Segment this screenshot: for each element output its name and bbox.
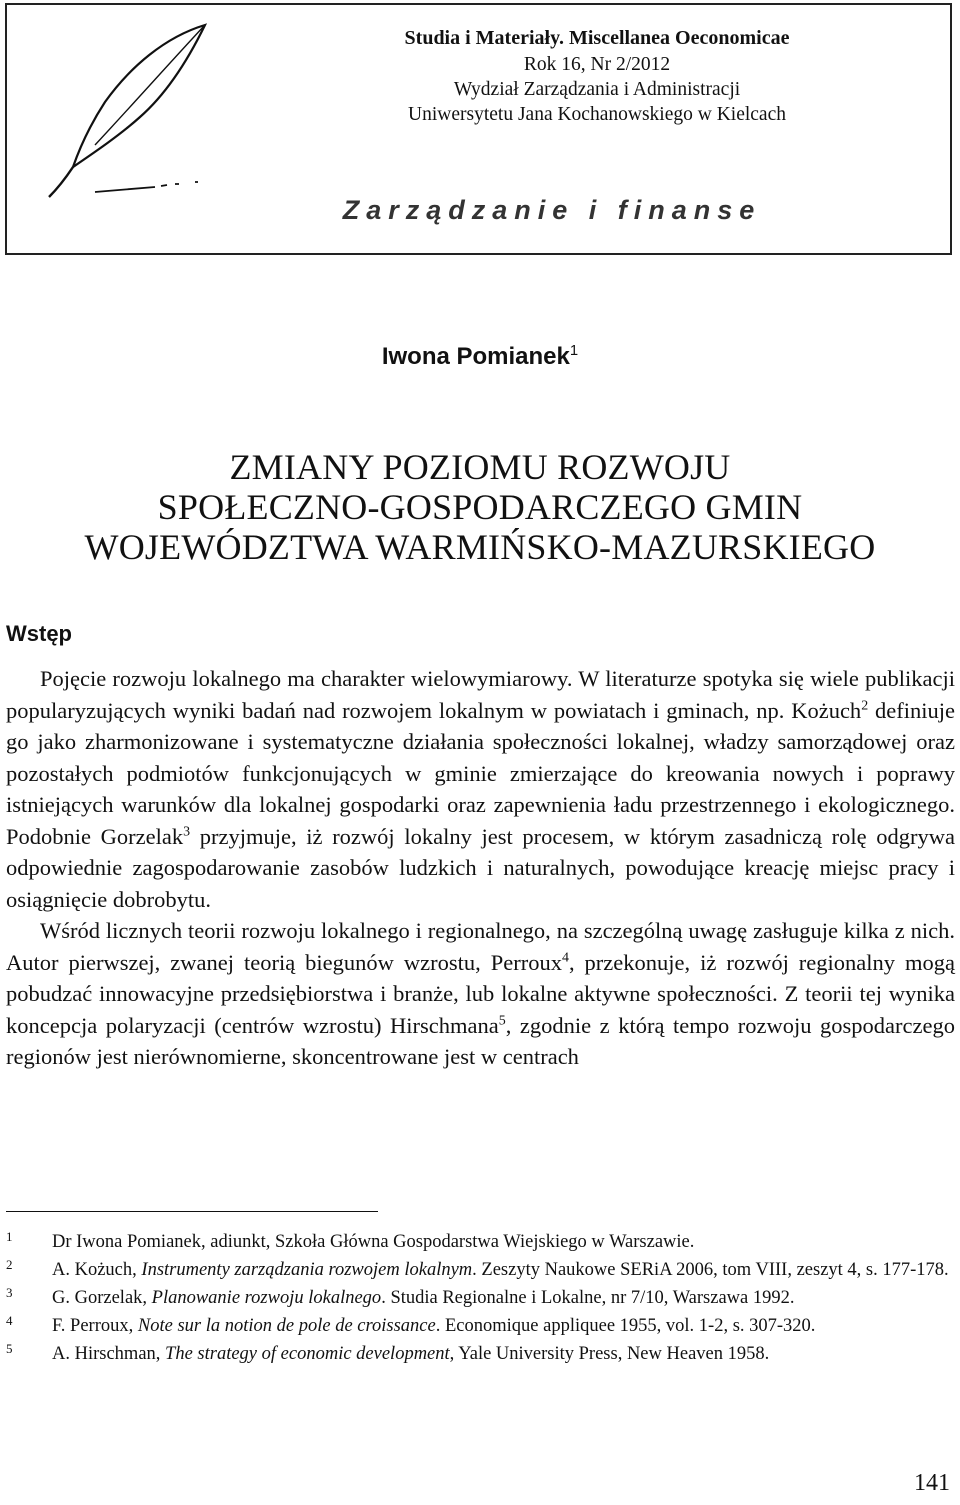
footnote-number: 2	[6, 1257, 13, 1272]
title-line: WOJEWÓDZTWA WARMIŃSKO-MAZURSKIEGO	[84, 527, 876, 567]
journal-name: Studia i Materiały. Miscellanea Oeconomicae	[404, 27, 790, 49]
paragraph-text: , przekonuje, iż rozwój regionalny mogą pobudzać innowacyjne przedsiębiorstwa i branże, lub lokalne aktywne społeczności. Z teorii tej wynika koncepcja polaryzacji (centrów wzrostu) Hirschmana	[6, 949, 955, 1038]
author-name-text: Iwona Pomianek	[381, 343, 570, 370]
footnote-text: . Economique appliquee 1955, vol. 1-2, s. 307-320.	[435, 1316, 816, 1336]
footnote	[6, 1340, 956, 1368]
university-name: Uniwersytetu Jana Kochanowskiego w Kielcach	[408, 104, 786, 125]
footnote-ref: 5	[498, 1013, 506, 1028]
footnote-ref: 2	[861, 698, 869, 713]
paragraph-text: definiuje go jako zharmonizowane i systematyczne działania społeczności lokalnej, władzy samorządowej oraz pozostałych podmiotów funkcjonujących w gminie zmierzające do kreowania nowych i poprawy istniejących warunków dla lokalnej gospodarki oraz zapewnienia ładu przestrzennego i ekologicznego. Podobnie Gorzelak	[6, 697, 955, 849]
paragraph-text: Wśród licznych teorii rozwoju lokalnego i regionalnego, na szczególną uwagę zasługuje kilka z nich. Autor pierwszej, zwanej teorią biegunów wzrostu, Perroux	[6, 918, 955, 975]
footnote-text: Dr Iwona Pomianek, adiunkt, Szkoła Główna Gospodarstwa Wiejskiego w Warszawie.	[52, 1232, 695, 1252]
author-footnote-ref: 1	[569, 343, 579, 359]
journal-header-box	[5, 3, 952, 255]
journal-topic: Zarządzanie i finanse	[342, 195, 762, 225]
footnote-text: . Zeszyty Naukowe SERiA 2006, tom VIII, zeszyt 4, s. 177-178.	[472, 1260, 949, 1280]
footnote-text: A. Kożuch,	[52, 1260, 142, 1280]
paragraph-text: , zgodnie z którą tempo rozwoju gospodarczego regionów jest nierównomierne, skoncentrowane jest w centrach	[6, 1012, 955, 1069]
faculty-name: Wydział Zarządzania i Administracji	[453, 79, 741, 100]
footnotes-list	[6, 1228, 956, 1368]
footnote-text: G. Gorzelak,	[52, 1288, 152, 1308]
footnote-text: . Studia Regionalne i Lokalne, nr 7/10, Warszawa 1992.	[381, 1288, 795, 1308]
footnote	[6, 1256, 956, 1284]
footnote	[6, 1228, 956, 1256]
footnote-number: 4	[6, 1313, 13, 1328]
title-line: SPOŁECZNO-GOSPODARCZEGO GMIN	[157, 487, 803, 527]
footnote-ref: 4	[561, 950, 569, 965]
quill-logo-icon	[35, 17, 225, 202]
footnote-title: The strategy of economic development	[165, 1344, 450, 1364]
page-number: 141	[914, 1470, 950, 1496]
paragraph	[6, 915, 955, 1073]
footnote-text: A. Hirschman,	[52, 1344, 166, 1364]
paragraph-text: Pojęcie rozwoju lokalnego ma charakter wielowymiarowy. W literaturze spotyka się wiele publikacji popularyzujących wyniki badań nad rozwojem lokalnym w powiatach i gminach, np. Kożuch	[6, 666, 955, 723]
footnote-number: 3	[6, 1285, 13, 1300]
footnote	[6, 1312, 956, 1340]
author-name	[0, 343, 960, 371]
footnote-divider	[6, 1211, 378, 1212]
journal-issue: Rok 16, Nr 2/2012	[523, 54, 671, 75]
section-heading: Wstęp	[6, 621, 72, 646]
paragraph-text: przyjmuje, iż rozwój lokalny jest procesem, w którym zasadniczą rolę odgrywa odpowiednie zagospodarowanie zasobów ludzkich i naturalnych, powodujące kreację miejsc pracy i osiągnięcie dobrobytu.	[6, 823, 955, 912]
footnote-ref: 3	[183, 824, 191, 839]
footnote-title: Planowanie rozwoju lokalnego	[151, 1288, 382, 1308]
footnote-text: F. Perroux,	[52, 1316, 138, 1336]
footnote	[6, 1284, 956, 1312]
footnote-title: Note sur la notion de pole de croissance	[137, 1316, 436, 1336]
footnote-number: 1	[6, 1229, 13, 1244]
article-title	[0, 447, 960, 567]
article-body	[6, 663, 955, 1073]
footnote-text: , Yale University Press, New Heaven 1958.	[449, 1344, 770, 1364]
footnote-title: Instrumenty zarządzania rozwojem lokalnym	[141, 1260, 473, 1280]
footnote-number: 5	[6, 1341, 13, 1356]
paragraph	[6, 663, 955, 915]
title-line: ZMIANY POZIOMU ROZWOJU	[229, 447, 731, 487]
